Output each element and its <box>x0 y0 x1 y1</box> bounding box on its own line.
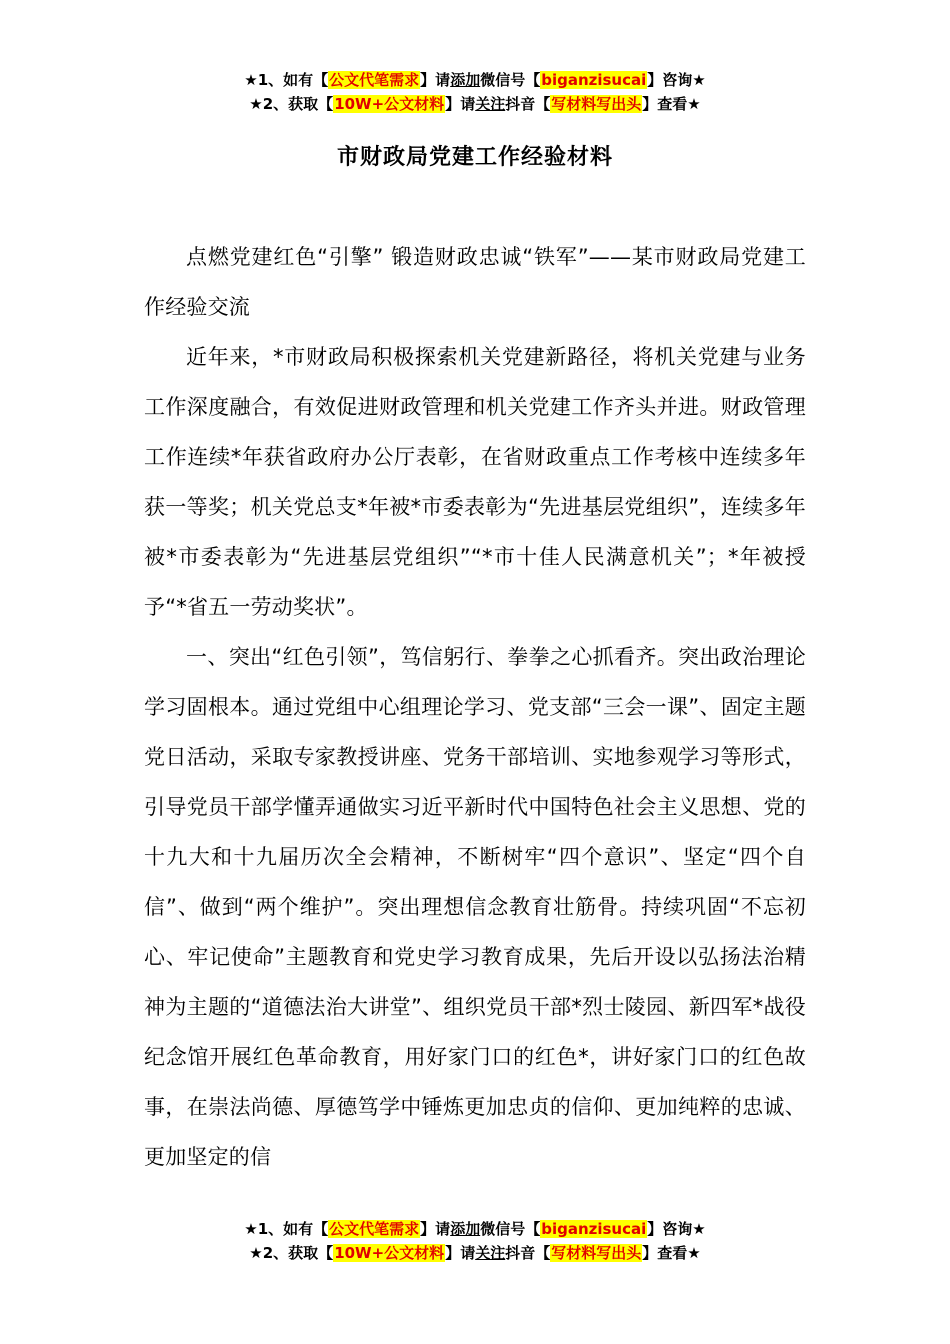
banner-text: 】请 <box>420 71 451 89</box>
footer-banner <box>0 1217 950 1265</box>
banner-text: ★1、如有【 <box>244 1220 329 1238</box>
banner-text: 】请 <box>445 95 476 113</box>
document-title: 市财政局党建工作经验材料 <box>336 145 613 170</box>
banner-text: 】查看★ <box>642 1244 701 1262</box>
banner-text: ★2、获取【 <box>249 95 334 113</box>
banner-highlight: 10W+公文材料 <box>334 1244 445 1262</box>
banner-emphasis: 关注 <box>475 95 506 113</box>
paragraph-subtitle: 点燃党建红色“引擎” 锻造财政忠诚“铁军”——某市财政局党建工作经验交流 <box>144 245 806 319</box>
banner-emphasis: 添加 <box>450 1220 481 1238</box>
paragraph-section-1: 一、突出“红色引领”，笃信躬行、拳拳之心抓看齐。突出政治理论学习固根本。通过党组中心组理论学习、党支部“三会一课”、固定主题党日活动，采取专家教授讲座、党务干部培训、实地参观学习等形式，引导党员干部学懂弄通做实习近平新时代中国特色社会主义思想、党的十九大和十九届历次全会精神，不断树牢“四个意识”、坚定“四个自信”、做到“两个维护”。突出理想信念教育壮筋骨。持续巩固“不忘初心、牢记使命”主题教育和党史学习教育成果，先后开设以弘扬法治精神为主题的“道德法治大讲堂”、组织党员干部*烈士陵园、新四军*战役纪念馆开展红色革命教育，用好家门口的红色*，讲好家门口的红色故事，在崇法尚德、厚德笃学中锤炼更加忠贞的信仰、更加纯粹的忠诚、更加坚定的信 <box>144 645 806 1169</box>
banner-text: 】咨询★ <box>647 71 706 89</box>
banner-text: 抖音【 <box>505 1244 551 1262</box>
paragraph-intro: 近年来，*市财政局积极探索机关党建新路径，将机关党建与业务工作深度融合，有效促进财政管理和机关党建工作齐头并进。财政管理工作连续*年获省政府办公厅表彰，在省财政重点工作考核中连续多年获一等奖；机关党总支*年被*市委表彰为“先进基层党组织”，连续多年被*市委表彰为“先进基层党组织”“*市十佳人民满意机关”；*年被授予“*省五一劳动奖状”。 <box>144 345 806 619</box>
banner-text: 】咨询★ <box>647 1220 706 1238</box>
banner-highlight: 公文代笔需求 <box>329 71 420 89</box>
banner-text: 微信号【 <box>480 1220 541 1238</box>
banner-line-2 <box>0 92 950 116</box>
banner-text: ★1、如有【 <box>244 71 329 89</box>
banner-text: 抖音【 <box>505 95 551 113</box>
banner-highlight: 写材料写出头 <box>551 95 642 113</box>
banner-text: 】查看★ <box>642 95 701 113</box>
banner-emphasis: 添加 <box>450 71 481 89</box>
banner-highlight: 写材料写出头 <box>551 1244 642 1262</box>
banner-highlight: 10W+公文材料 <box>334 95 445 113</box>
banner-text: 】请 <box>445 1244 476 1262</box>
header-banner <box>0 68 950 116</box>
banner-highlight: biganzisucai <box>541 1220 647 1238</box>
banner-text: 】请 <box>420 1220 451 1238</box>
banner-emphasis: 关注 <box>475 1244 506 1262</box>
banner-line-1 <box>0 68 950 92</box>
banner-highlight: 公文代笔需求 <box>329 1220 420 1238</box>
banner-text: 微信号【 <box>480 71 541 89</box>
banner-line-2 <box>0 1241 950 1265</box>
document-body <box>144 232 806 1182</box>
banner-text: ★2、获取【 <box>249 1244 334 1262</box>
banner-line-1 <box>0 1217 950 1241</box>
banner-highlight: biganzisucai <box>541 71 647 89</box>
